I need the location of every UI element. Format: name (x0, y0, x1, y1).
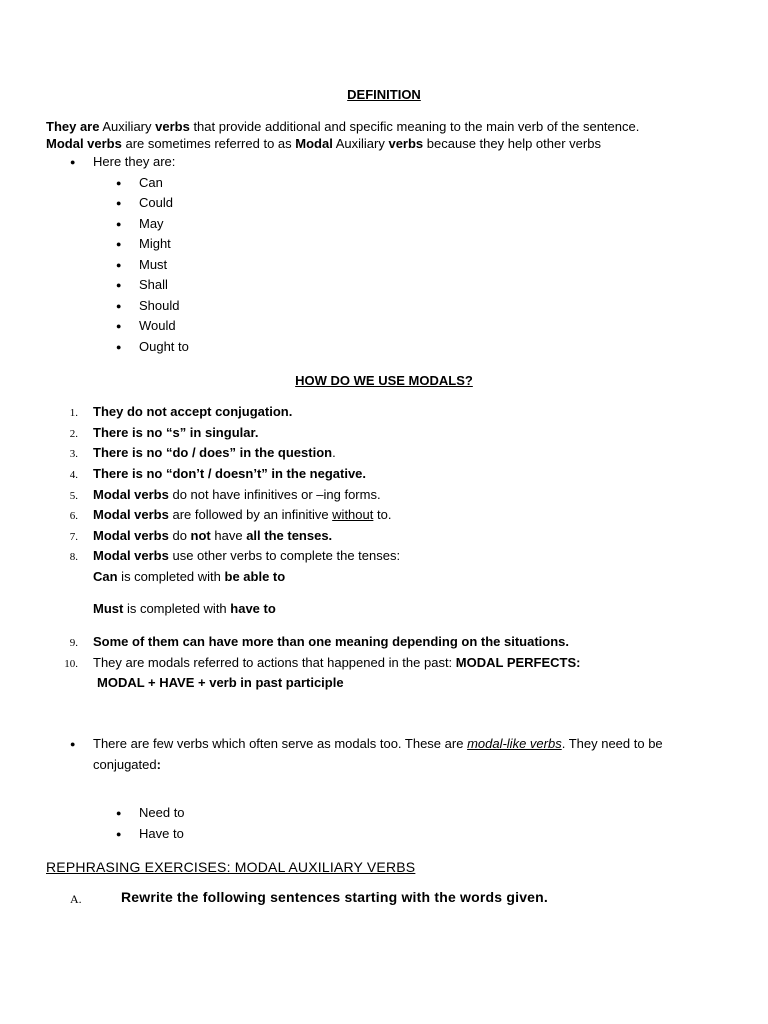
text: is completed with (123, 601, 231, 616)
bold-text: Must (93, 601, 124, 616)
bullet-icon: ● (116, 321, 122, 331)
bold-text: not (190, 528, 211, 543)
text: are sometimes referred to as (121, 136, 296, 151)
bold-text: MODAL PERFECTS: (455, 655, 581, 670)
bold-text: verbs (388, 136, 424, 151)
text: do (168, 528, 191, 543)
modal-item: Could (139, 195, 173, 210)
rule-8 (93, 547, 400, 565)
bold-text: They do not accept conjugation. (93, 404, 293, 419)
exercise-letter: A. (70, 892, 82, 906)
bullet-icon: ● (116, 198, 122, 208)
text: . (332, 445, 336, 460)
exercises-heading: REPHRASING EXERCISES: MODAL AUXILIARY VERBS (46, 859, 416, 875)
rule-3 (93, 444, 336, 462)
bold-text: Modal verbs (93, 487, 169, 502)
rule-9 (93, 633, 569, 651)
rule-8-can (93, 568, 285, 586)
modal-like-line-1 (93, 735, 663, 753)
bold-text: verbs (155, 119, 190, 134)
modal-like-item: Have to (139, 826, 184, 841)
definition-paragraph-1 (46, 118, 639, 136)
bold-text: Modal verbs (93, 507, 169, 522)
text: Auxiliary (332, 136, 389, 151)
here-they-are: Here they are: (93, 154, 176, 169)
modal-item: Would (139, 318, 176, 333)
text: Auxiliary (99, 119, 156, 134)
text: They are modals referred to actions that happened in the past: (93, 655, 456, 670)
rule-number: 2. (69, 428, 78, 440)
modal-item: May (139, 216, 164, 231)
bold-text: There is no “do / does” in the question (93, 445, 333, 460)
bullet-icon: ● (116, 829, 122, 839)
bullet-icon: ● (116, 301, 122, 311)
text: There are few verbs which often serve as modals too. These are (93, 736, 468, 751)
bold-text: have to (230, 601, 276, 616)
bold-text: MODAL + HAVE + verb in past participle (97, 675, 344, 690)
text: that provide additional and specific meaning to the main verb of the sentence. (189, 119, 640, 134)
rule-1 (93, 403, 292, 421)
bullet-icon: ● (116, 280, 122, 290)
modal-item: Shall (139, 277, 168, 292)
bullet-icon: ● (70, 157, 76, 167)
text: use other verbs to complete the tenses: (168, 548, 401, 563)
modal-like-line-2 (93, 756, 161, 774)
bullet-icon: ● (116, 808, 122, 818)
rule-10-formula (97, 674, 344, 692)
text: have (210, 528, 247, 543)
modal-item: Must (139, 257, 168, 272)
bold-text: They are (46, 119, 100, 134)
bold-text: Modal verbs (93, 528, 169, 543)
text: to. (373, 507, 392, 522)
text: is completed with (117, 569, 225, 584)
rule-number: 10. (64, 658, 78, 670)
bullet-icon: ● (116, 239, 122, 249)
exercise-instruction: Rewrite the following sentences starting with the words given. (121, 889, 549, 905)
underlined-text: without (332, 507, 374, 522)
rule-5 (93, 486, 381, 504)
rule-number: 6. (69, 510, 78, 522)
rule-7 (93, 527, 332, 545)
bold-text: : (156, 757, 161, 772)
usage-title: HOW DO WE USE MODALS? (295, 373, 473, 388)
definition-title: DEFINITION (347, 87, 421, 102)
modal-like-item: Need to (139, 805, 185, 820)
bold-text: There is no “don’t / doesn’t” in the negative. (93, 466, 367, 481)
definition-paragraph-2 (46, 135, 601, 153)
text: . They need to be (561, 736, 663, 751)
modal-item: Can (139, 175, 163, 190)
bold-text: There is no “s” in singular. (93, 425, 259, 440)
bullet-icon: ● (116, 219, 122, 229)
bullet-icon: ● (116, 342, 122, 352)
rule-6 (93, 506, 391, 524)
rule-number: 8. (69, 551, 78, 563)
rule-number: 3. (69, 448, 78, 460)
bold-text: all the tenses. (246, 528, 333, 543)
bold-text: Some of them can have more than one meaning depending on the situations. (93, 634, 570, 649)
modal-item: Ought to (139, 339, 189, 354)
rule-8-must (93, 600, 276, 618)
rule-number: 7. (69, 531, 78, 543)
rule-2 (93, 424, 258, 442)
rule-number: 1. (69, 407, 78, 419)
modal-item: Should (139, 298, 180, 313)
modal-item: Might (139, 236, 171, 251)
rule-4 (93, 465, 366, 483)
bold-text: Modal (295, 136, 333, 151)
text: are followed by an infinitive (168, 507, 333, 522)
text: conjugated (93, 757, 157, 772)
bullet-icon: ● (116, 178, 122, 188)
rule-number: 9. (69, 637, 78, 649)
bold-text: be able to (224, 569, 286, 584)
bullet-icon: ● (70, 739, 76, 749)
bold-text: Modal verbs (93, 548, 169, 563)
underlined-italic-text: modal-like verbs (467, 736, 562, 751)
bullet-icon: ● (116, 260, 122, 270)
text: because they help other verbs (423, 136, 601, 151)
bold-text: Can (93, 569, 118, 584)
rule-10 (93, 654, 581, 672)
rule-number: 5. (69, 490, 78, 502)
bold-text: Modal verbs (46, 136, 122, 151)
rule-number: 4. (69, 469, 78, 481)
text: do not have infinitives or –ing forms. (168, 487, 381, 502)
